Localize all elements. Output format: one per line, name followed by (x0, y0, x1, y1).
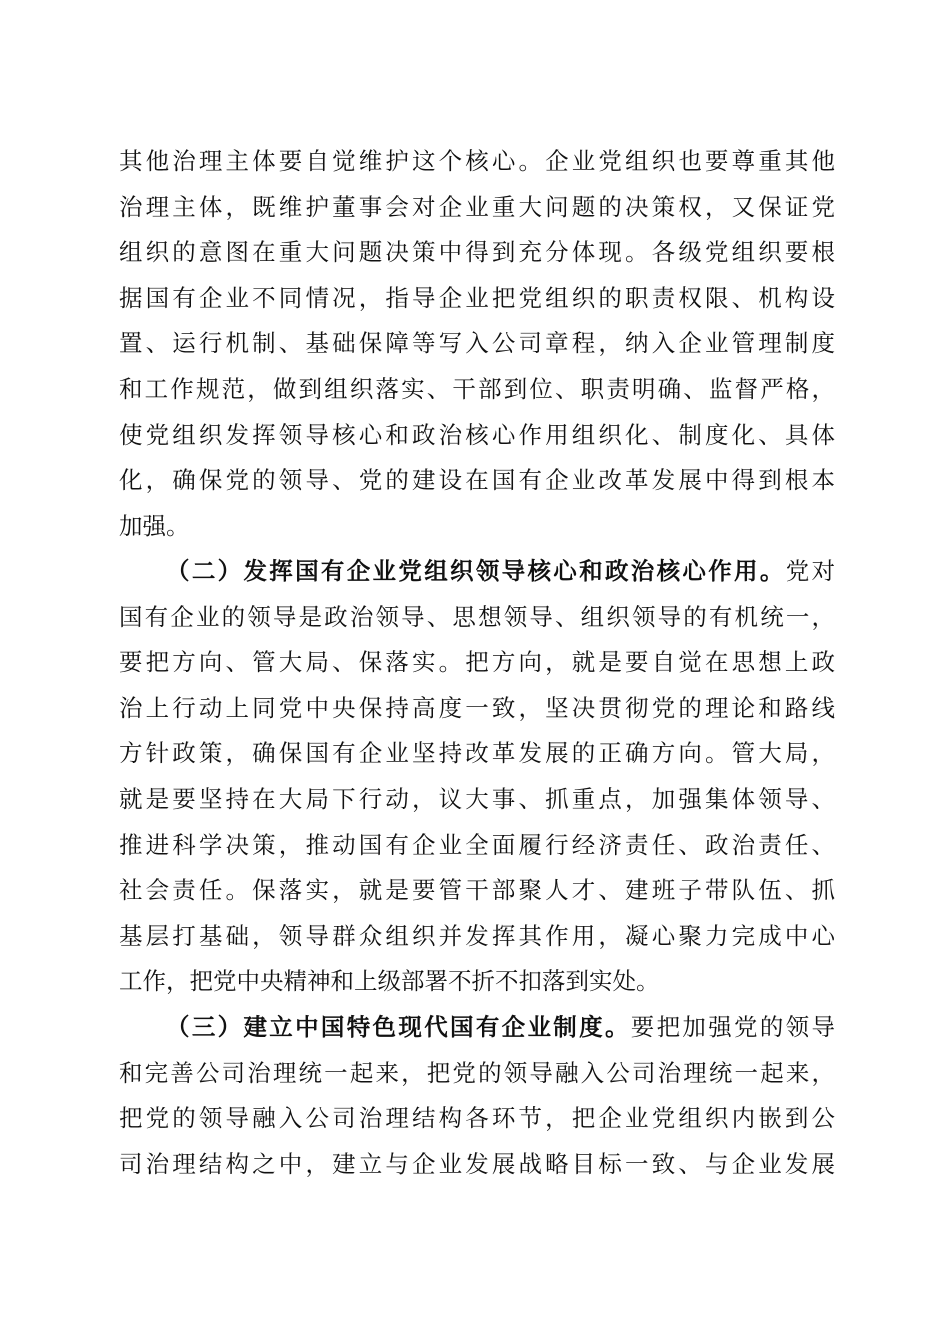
section-heading-3: （三）建立中国特色现代国有企业制度。 (166, 1013, 631, 1041)
paragraph-line-rest: 党对 (785, 557, 836, 585)
paragraph-line: 据国有企业不同情况，指导企业把党组织的职责权限、机构设 (119, 283, 835, 312)
paragraph-line: 社会责任。保落实，就是要管干部聚人才、建班子带队伍、抓 (119, 876, 835, 905)
paragraph-2 (119, 549, 835, 1005)
paragraph-line: 把党的领导融入公司治理结构各环节，把企业党组织内嵌到公 (119, 1104, 835, 1133)
paragraph-line: 方针政策，确保国有企业坚持改革发展的正确方向。管大局， (119, 739, 835, 768)
paragraph-line: 要把方向、管大局、保落实。把方向，就是要自觉在思想上政 (119, 648, 835, 677)
paragraph-line: 其他治理主体要自觉维护这个核心。企业党组织也要尊重其他 (119, 147, 835, 175)
paragraph-line: 置、运行机制、基础保障等写入公司章程，纳入企业管理制度 (119, 329, 835, 358)
paragraph-line: 治上行动上同党中央保持高度一致，坚决贯彻党的理论和路线 (119, 693, 835, 722)
paragraph-line: 和完善公司治理统一起来，把党的领导融入公司治理统一起来， (119, 1058, 835, 1087)
paragraph-line: 加强。 (119, 511, 190, 540)
paragraph-line: 司治理结构之中，建立与企业发展战略目标一致、与企业发展 (119, 1149, 835, 1178)
paragraph-line: 组织的意图在重大问题决策中得到充分体现。各级党组织要根 (119, 238, 835, 267)
paragraph-line: 就是要坚持在大局下行动，议大事、抓重点，加强集体领导、 (119, 784, 835, 813)
paragraph-3 (119, 1005, 835, 1187)
paragraph-line: 使党组织发挥领导核心和政治核心作用组织化、制度化、具体 (119, 420, 835, 449)
section-heading-2: （二）发挥国有企业党组织领导核心和政治核心作用。 (166, 557, 786, 585)
paragraph-first-line (119, 1005, 835, 1051)
paragraph-line: 化，确保党的领导、党的建设在国有企业改革发展中得到根本 (119, 466, 835, 495)
paragraph-line: 国有企业的领导是政治领导、思想领导、组织领导的有机统一， (119, 602, 835, 631)
paragraph-line: 工作，把党中央精神和上级部署不折不扣落到实处。 (119, 967, 660, 996)
paragraph-line: 治理主体，既维护董事会对企业重大问题的决策权，又保证党 (119, 192, 835, 221)
paragraph-1 (119, 139, 835, 549)
paragraph-line-rest: 要把加强党的领导 (630, 1013, 836, 1041)
paragraph-line: 推进科学决策，推动国有企业全面履行经济责任、政治责任、 (119, 830, 835, 859)
paragraph-line: 和工作规范，做到组织落实、干部到位、职责明确、监督严格， (119, 374, 835, 403)
paragraph-first-line (119, 549, 835, 595)
paragraph-line: 基层打基础，领导群众组织并发挥其作用，凝心聚力完成中心 (119, 921, 835, 950)
